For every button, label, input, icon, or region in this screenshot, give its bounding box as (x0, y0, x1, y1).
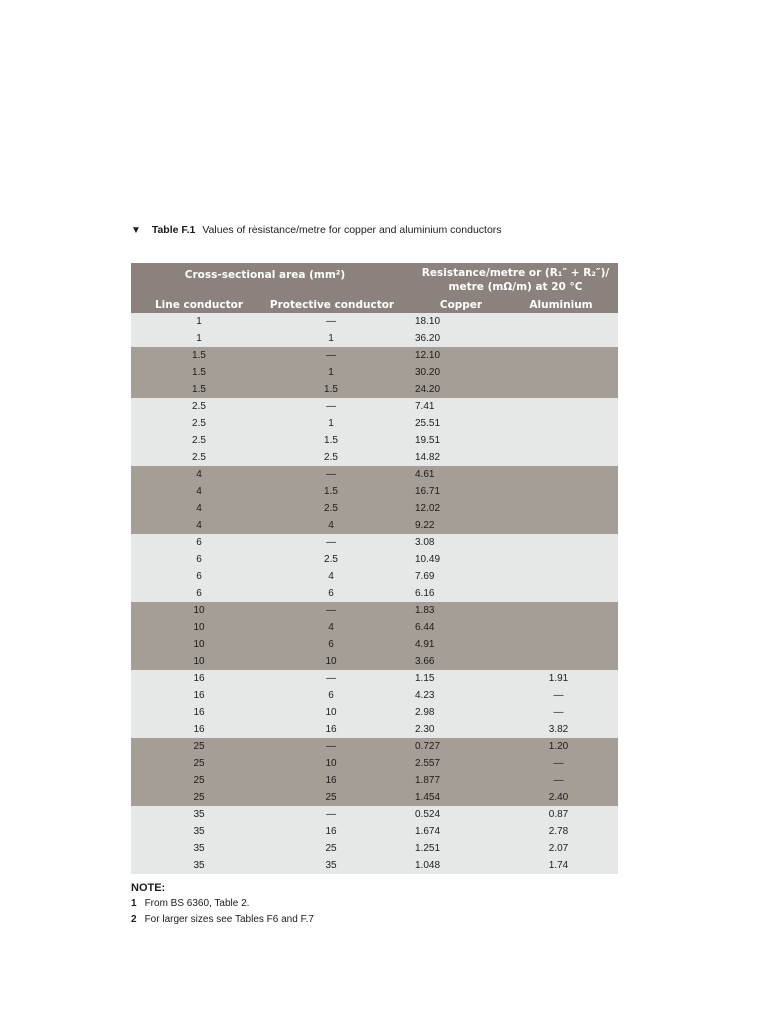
cell-line-conductor: 4 (196, 503, 202, 514)
table-row (131, 398, 618, 415)
cell-protective-conductor: — (326, 673, 336, 684)
cell-line-conductor: 4 (196, 486, 202, 497)
header-resistance-line1: Resistance/metre or (R₁″ + R₂″)/ (421, 267, 610, 279)
cell-line-conductor: 25 (193, 775, 205, 786)
table-row (131, 415, 618, 432)
cell-protective-conductor: 16 (325, 724, 337, 735)
note-title: NOTE: (131, 882, 166, 894)
triangle-marker-icon: ▼ (131, 225, 141, 236)
cell-copper: 1.83 (415, 605, 435, 616)
cell-copper: 1.674 (415, 826, 441, 837)
cell-aluminium: — (553, 775, 564, 786)
table-row (131, 534, 618, 551)
cell-aluminium: 1.91 (548, 673, 569, 684)
cell-copper: 25.51 (415, 418, 441, 429)
cell-protective-conductor: 1 (328, 333, 334, 344)
cell-copper: 30.20 (415, 367, 441, 378)
table-row (131, 313, 618, 330)
table-row (131, 653, 618, 670)
row-group (131, 313, 618, 347)
cell-copper: 2.557 (415, 758, 441, 769)
cell-line-conductor: 2.5 (192, 401, 206, 412)
table-row (131, 840, 618, 857)
cell-copper: 24.20 (415, 384, 441, 395)
cell-protective-conductor: 1.5 (324, 435, 338, 446)
row-group (131, 738, 618, 806)
table-header (131, 263, 618, 313)
notes (131, 880, 314, 928)
cell-aluminium: — (553, 707, 564, 718)
cell-line-conductor: 10 (193, 656, 205, 667)
table-row (131, 636, 618, 653)
row-group (131, 670, 618, 738)
cell-line-conductor: 2.5 (192, 452, 206, 463)
cell-aluminium: 2.07 (548, 843, 569, 854)
table-row (131, 772, 618, 789)
cell-copper: 1.048 (415, 860, 441, 871)
cell-protective-conductor: — (326, 350, 336, 361)
table-title: Values of rėsistance/metre for copper and aluminium conductors (202, 224, 502, 236)
table-row (131, 568, 618, 585)
row-group (131, 806, 618, 874)
cell-aluminium: 2.78 (548, 826, 569, 837)
cell-aluminium: — (553, 690, 564, 701)
cell-protective-conductor: 25 (325, 792, 337, 803)
row-group (131, 602, 618, 670)
table-row (131, 806, 618, 823)
cell-protective-conductor: 2.5 (324, 554, 338, 565)
cell-protective-conductor: 4 (328, 571, 334, 582)
table-row (131, 823, 618, 840)
table-row (131, 449, 618, 466)
cell-line-conductor: 1 (196, 333, 202, 344)
cell-copper: 14.82 (415, 452, 441, 463)
table-number: Table F.1 (151, 224, 196, 236)
cell-protective-conductor: 16 (325, 775, 337, 786)
cell-copper: 9.22 (415, 520, 435, 531)
table-row (131, 670, 618, 687)
table-row (131, 687, 618, 704)
cell-aluminium: 0.87 (548, 809, 569, 820)
cell-line-conductor: 4 (196, 520, 202, 531)
table-row (131, 789, 618, 806)
table-row (131, 432, 618, 449)
row-group (131, 534, 618, 602)
header-line-conductor: Line conductor (154, 299, 244, 311)
cell-protective-conductor: 10 (325, 656, 337, 667)
table-caption (131, 224, 502, 236)
table-row (131, 364, 618, 381)
cell-protective-conductor: 10 (325, 758, 337, 769)
note-item (131, 912, 314, 928)
cell-copper: 1.877 (415, 775, 441, 786)
cell-protective-conductor: 1.5 (324, 486, 338, 497)
cell-copper: 2.98 (415, 707, 435, 718)
cell-protective-conductor: 4 (328, 520, 334, 531)
cell-line-conductor: 16 (193, 707, 205, 718)
table-row (131, 500, 618, 517)
cell-protective-conductor: 1 (328, 418, 334, 429)
header-aluminium: Aluminium (529, 299, 593, 311)
cell-copper: 7.69 (415, 571, 435, 582)
cell-line-conductor: 35 (193, 809, 205, 820)
note-number: 2 (131, 914, 137, 925)
table-row (131, 466, 618, 483)
table-row (131, 483, 618, 500)
table-row (131, 721, 618, 738)
cell-copper: 4.61 (415, 469, 435, 480)
cell-protective-conductor: 4 (328, 622, 334, 633)
row-group (131, 347, 618, 398)
cell-copper: 19.51 (415, 435, 441, 446)
cell-protective-conductor: — (326, 469, 336, 480)
cell-aluminium: 3.82 (548, 724, 569, 735)
cell-aluminium: 1.74 (548, 860, 569, 871)
row-group (131, 398, 618, 466)
cell-line-conductor: 35 (193, 843, 205, 854)
cell-line-conductor: 16 (193, 673, 205, 684)
cell-aluminium: 2.40 (548, 792, 569, 803)
cell-protective-conductor: 1 (328, 367, 334, 378)
cell-protective-conductor: 25 (325, 843, 337, 854)
cell-line-conductor: 10 (193, 639, 205, 650)
cell-line-conductor: 6 (196, 537, 202, 548)
cell-copper: 12.10 (415, 350, 441, 361)
cell-protective-conductor: 35 (325, 860, 337, 871)
header-resistance-line2: metre (mΩ/m) at 20 °C (448, 281, 583, 293)
cell-protective-conductor: 6 (328, 639, 334, 650)
cell-line-conductor: 25 (193, 758, 205, 769)
cell-copper: 0.524 (415, 809, 441, 820)
cell-copper: 6.16 (415, 588, 435, 599)
cell-line-conductor: 2.5 (192, 435, 206, 446)
table-row (131, 738, 618, 755)
cell-protective-conductor: 1.5 (324, 384, 338, 395)
cell-protective-conductor: 16 (325, 826, 337, 837)
note-text: From BS 6360, Table 2. (144, 898, 250, 909)
cell-protective-conductor: — (326, 809, 336, 820)
note-text: For larger sizes see Tables F6 and F.7 (144, 914, 314, 925)
table-row (131, 381, 618, 398)
cell-line-conductor: 1.5 (192, 367, 206, 378)
table-row (131, 704, 618, 721)
cell-copper: 3.08 (415, 537, 435, 548)
cell-line-conductor: 4 (196, 469, 202, 480)
cell-protective-conductor: 10 (325, 707, 337, 718)
cell-protective-conductor: 2.5 (324, 452, 338, 463)
cell-copper: 4.23 (415, 690, 435, 701)
table-row (131, 602, 618, 619)
table-row (131, 619, 618, 636)
cell-protective-conductor: — (326, 741, 336, 752)
cell-protective-conductor: — (326, 401, 336, 412)
table-row (131, 755, 618, 772)
cell-protective-conductor: — (326, 316, 336, 327)
cell-line-conductor: 16 (193, 690, 205, 701)
header-resistance (413, 266, 618, 294)
header-cross-sectional-area: Cross-sectional area (mm²) (184, 269, 346, 281)
table-row (131, 347, 618, 364)
cell-copper: 18.10 (415, 316, 441, 327)
cell-protective-conductor: — (326, 605, 336, 616)
cell-line-conductor: 6 (196, 571, 202, 582)
cell-line-conductor: 2.5 (192, 418, 206, 429)
cell-aluminium: — (553, 758, 564, 769)
cell-line-conductor: 25 (193, 741, 205, 752)
cell-copper: 10.49 (415, 554, 441, 565)
cell-protective-conductor: 2.5 (324, 503, 338, 514)
cell-copper: 6.44 (415, 622, 435, 633)
cell-line-conductor: 6 (196, 554, 202, 565)
resistance-table (131, 263, 618, 874)
table-row (131, 857, 618, 874)
cell-line-conductor: 35 (193, 826, 205, 837)
cell-copper: 36.20 (415, 333, 441, 344)
header-protective-conductor: Protective conductor (269, 299, 395, 311)
table-body (131, 313, 618, 874)
cell-line-conductor: 10 (193, 605, 205, 616)
cell-line-conductor: 10 (193, 622, 205, 633)
header-copper: Copper (439, 299, 483, 311)
cell-line-conductor: 1 (196, 316, 202, 327)
cell-protective-conductor: — (326, 537, 336, 548)
cell-line-conductor: 1.5 (192, 384, 206, 395)
table-row (131, 551, 618, 568)
cell-copper: 16.71 (415, 486, 441, 497)
row-group (131, 466, 618, 534)
cell-line-conductor: 16 (193, 724, 205, 735)
cell-copper: 12.02 (415, 503, 441, 514)
cell-aluminium: 1.20 (548, 741, 569, 752)
cell-line-conductor: 6 (196, 588, 202, 599)
cell-copper: 2.30 (415, 724, 435, 735)
cell-copper: 1.15 (415, 673, 435, 684)
cell-line-conductor: 1.5 (192, 350, 206, 361)
cell-line-conductor: 25 (193, 792, 205, 803)
cell-copper: 4.91 (415, 639, 435, 650)
cell-copper: 1.251 (415, 843, 441, 854)
cell-copper: 3.66 (415, 656, 435, 667)
cell-copper: 0.727 (415, 741, 441, 752)
note-item (131, 896, 314, 912)
table-row (131, 330, 618, 347)
note-number: 1 (131, 898, 137, 909)
cell-copper: 1.454 (415, 792, 441, 803)
cell-line-conductor: 35 (193, 860, 205, 871)
table-row (131, 585, 618, 602)
table-row (131, 517, 618, 534)
cell-protective-conductor: 6 (328, 690, 334, 701)
cell-copper: 7.41 (415, 401, 435, 412)
cell-protective-conductor: 6 (328, 588, 334, 599)
